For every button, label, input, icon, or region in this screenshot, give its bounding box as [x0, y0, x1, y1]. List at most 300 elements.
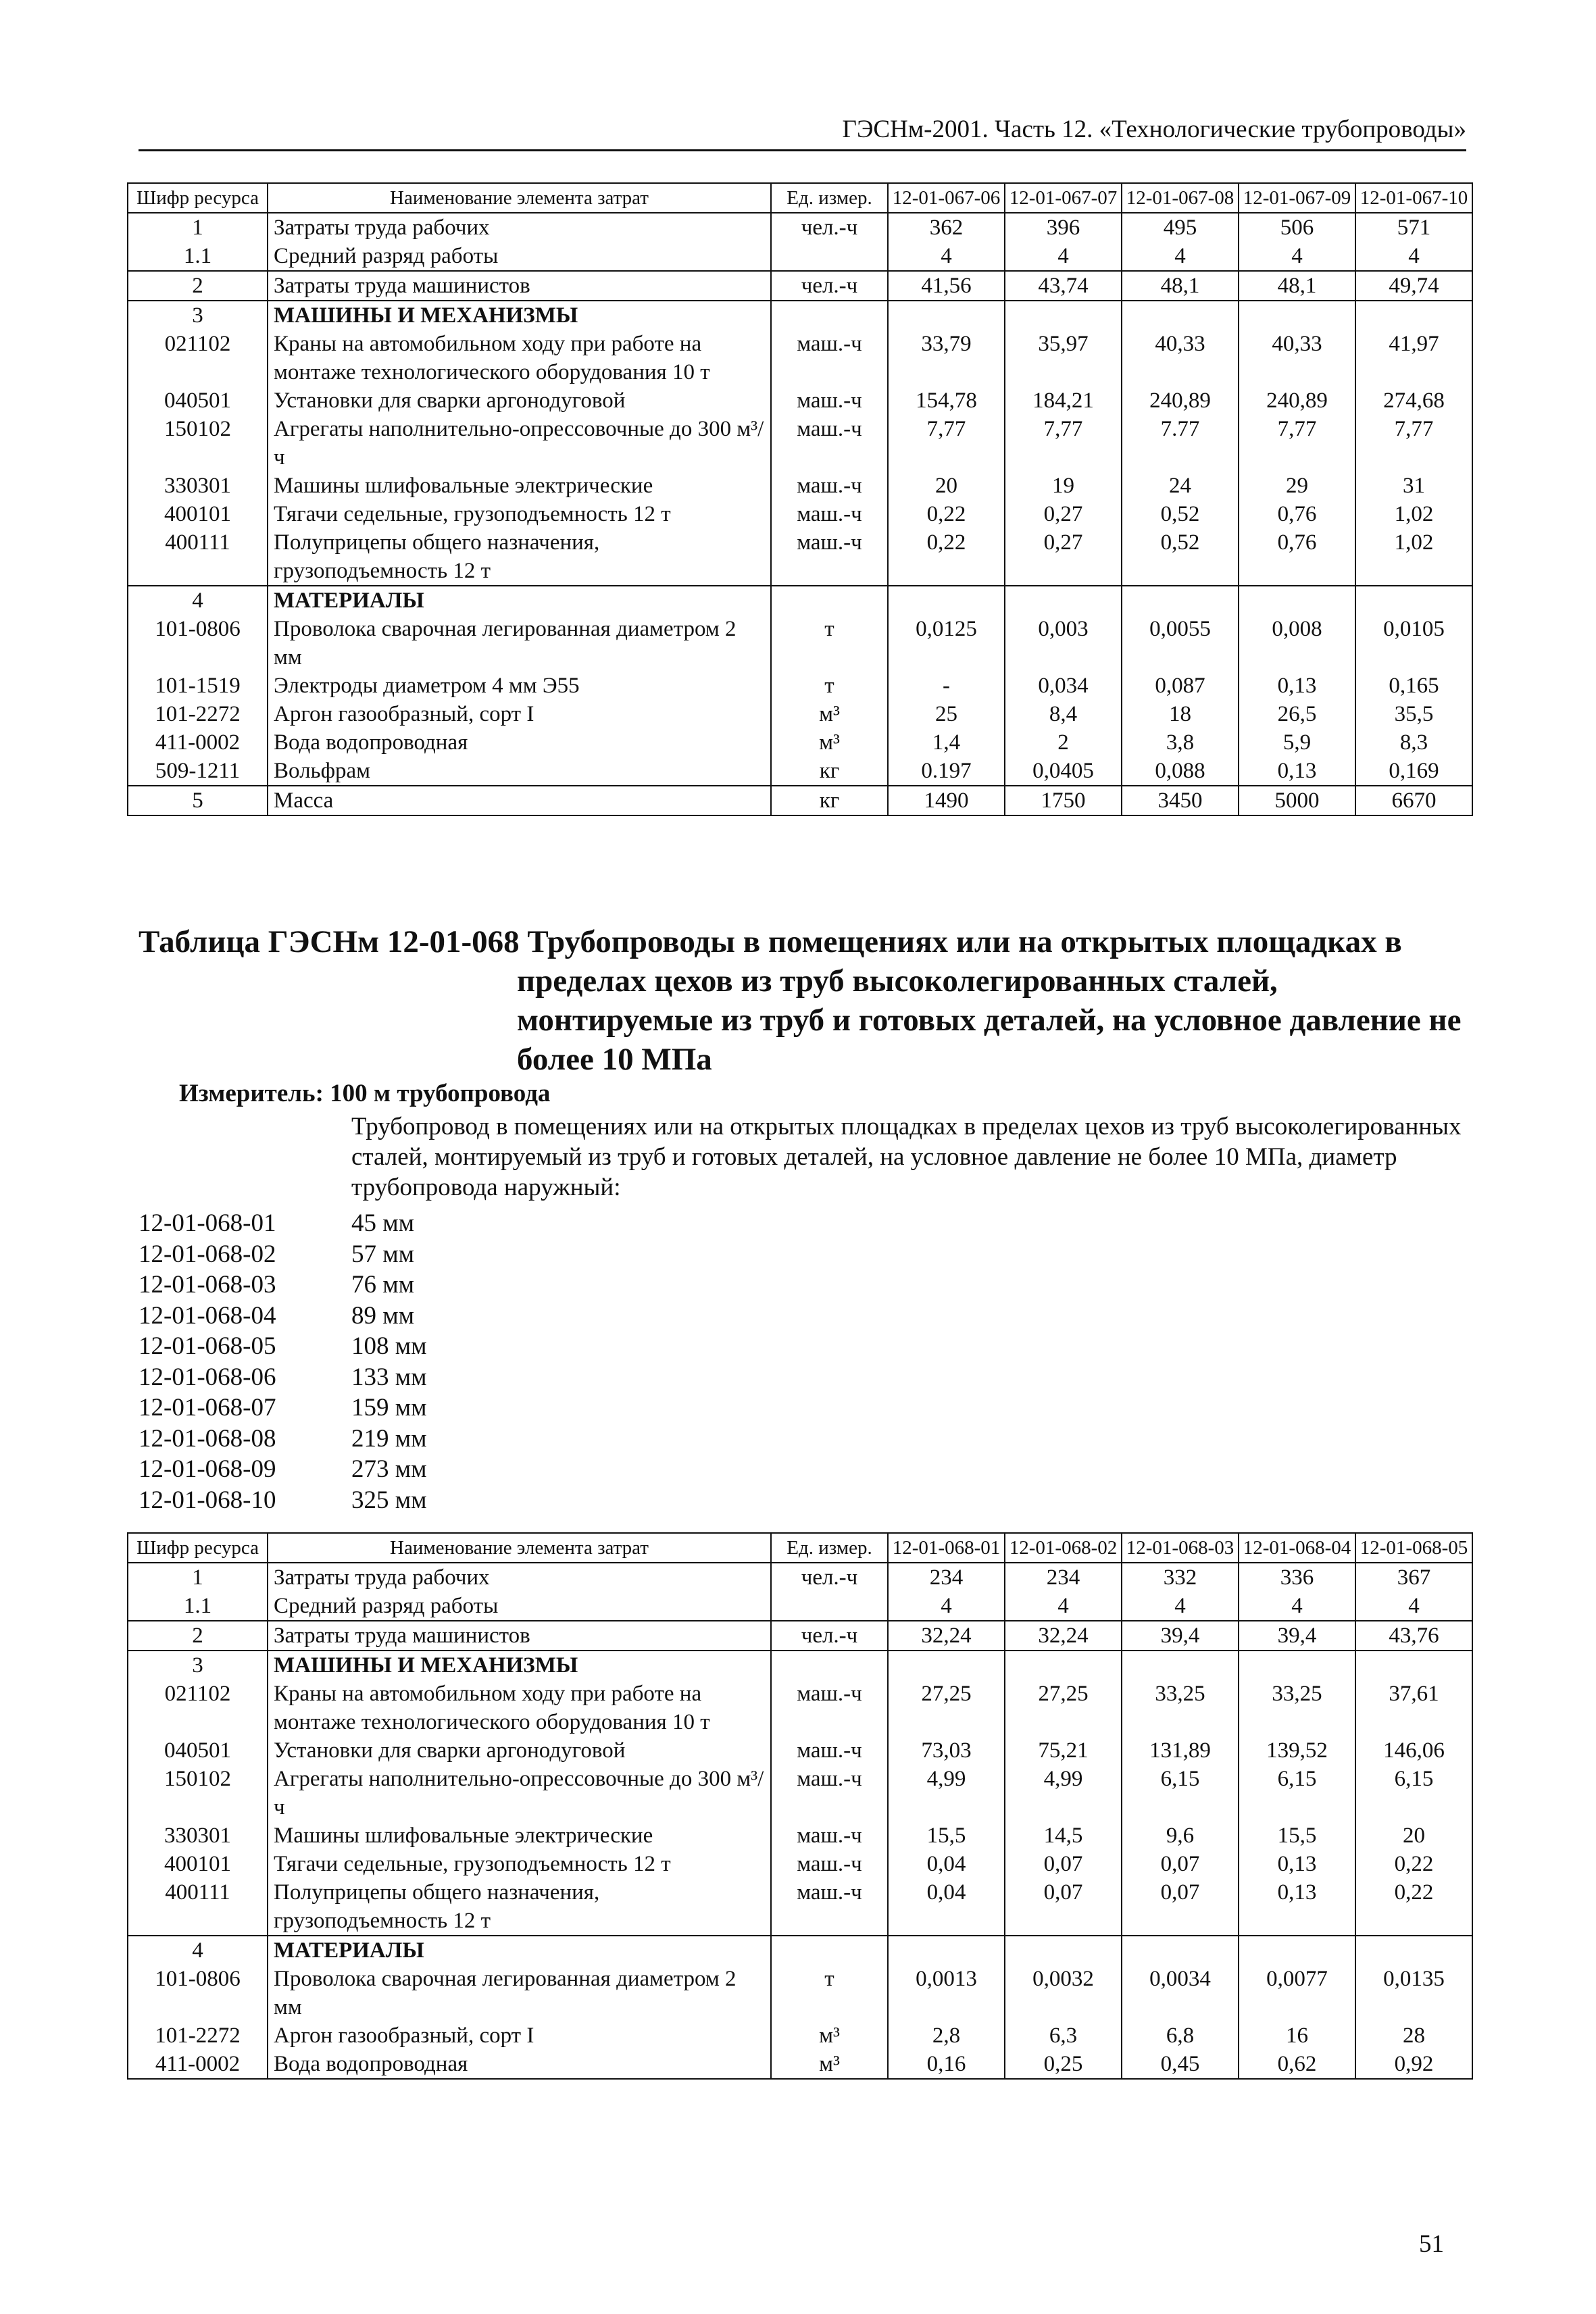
code-list — [139, 1208, 427, 1515]
column-header: 12-01-067-06 — [888, 183, 1005, 213]
norm-value: 6670 — [1355, 786, 1472, 815]
cost-element-name: Аргон газообразный, сорт I — [268, 2021, 771, 2050]
cost-element-name: Вольфрам — [268, 757, 771, 786]
norm-value: 35,97 — [1005, 330, 1122, 386]
cost-element-name: Вода водопроводная — [268, 2050, 771, 2079]
norm-value: 40,33 — [1239, 330, 1355, 386]
pipe-diameter: 89 мм — [351, 1301, 415, 1330]
norm-value: 0,034 — [1005, 672, 1122, 700]
norm-value: 4,99 — [1005, 1765, 1122, 1821]
resource-code: 1 — [128, 1563, 268, 1592]
column-header: 12-01-067-08 — [1122, 183, 1239, 213]
resource-code: 101-0806 — [128, 1965, 268, 2021]
unit-of-measure: маш.-ч — [771, 330, 888, 386]
cost-element-name: Средний разряд работы — [268, 242, 771, 271]
norm-value: 0,088 — [1122, 757, 1239, 786]
norm-value — [1355, 1936, 1472, 1965]
resource-code: 101-2272 — [128, 700, 268, 728]
norm-value: 32,24 — [888, 1621, 1005, 1651]
norm-value: 0,25 — [1005, 2050, 1122, 2079]
norm-value: 4 — [1239, 1592, 1355, 1621]
code-list-item — [139, 1485, 427, 1516]
norm-value — [1005, 586, 1122, 615]
resource-code: 1.1 — [128, 242, 268, 271]
norm-value: 41,56 — [888, 271, 1005, 301]
unit-of-measure — [771, 586, 888, 615]
resource-code: 2 — [128, 271, 268, 301]
unit-of-measure: маш.-ч — [771, 415, 888, 472]
norm-value — [1005, 301, 1122, 330]
norm-value — [1005, 1651, 1122, 1680]
unit-of-measure: маш.-ч — [771, 1878, 888, 1936]
resource-code: 400111 — [128, 1878, 268, 1936]
pipe-diameter: 133 мм — [351, 1363, 427, 1391]
norm-value: 0,0034 — [1122, 1965, 1239, 2021]
norm-value: 29 — [1239, 472, 1355, 500]
pipe-diameter: 219 мм — [351, 1424, 427, 1453]
norm-value: 0,0135 — [1355, 1965, 1472, 2021]
norm-value: 14,5 — [1005, 1821, 1122, 1850]
norm-value: 0,92 — [1355, 2050, 1472, 2079]
cost-table-068 — [127, 1532, 1473, 2080]
norm-value: 26,5 — [1239, 700, 1355, 728]
table-row — [128, 672, 1472, 700]
table-row — [128, 242, 1472, 271]
resource-code: 040501 — [128, 386, 268, 415]
unit-of-measure: кг — [771, 786, 888, 815]
norm-value: 0,0105 — [1355, 615, 1472, 672]
cost-element-name: Затраты труда машинистов — [268, 1621, 771, 1651]
table-row — [128, 586, 1472, 615]
norm-value: 20 — [888, 472, 1005, 500]
norm-value: 0,07 — [1005, 1878, 1122, 1936]
norm-value: 5000 — [1239, 786, 1355, 815]
norm-value: 7.77 — [1122, 415, 1239, 472]
norm-value — [888, 1936, 1005, 1965]
norm-value: 4 — [888, 1592, 1005, 1621]
norm-value — [1355, 301, 1472, 330]
norm-value: 0,0032 — [1005, 1965, 1122, 2021]
norm-value: 9,6 — [1122, 1821, 1239, 1850]
norm-code: 12-01-068-06 — [139, 1363, 276, 1391]
norm-value: 39,4 — [1122, 1621, 1239, 1651]
unit-of-measure: чел.-ч — [771, 1621, 888, 1651]
norm-code: 12-01-068-07 — [139, 1394, 276, 1422]
norm-value — [888, 301, 1005, 330]
cost-element-name: Тягачи седельные, грузоподъемность 12 т — [268, 500, 771, 528]
norm-value: 139,52 — [1239, 1736, 1355, 1765]
norm-value: 15,5 — [888, 1821, 1005, 1850]
norm-value: 332 — [1122, 1563, 1239, 1592]
norm-value: 4 — [888, 242, 1005, 271]
norm-value: 0,76 — [1239, 500, 1355, 528]
norm-value: 240,89 — [1122, 386, 1239, 415]
norm-value: 0,27 — [1005, 500, 1122, 528]
norm-code: 12-01-068-03 — [139, 1271, 276, 1299]
norm-value: 15,5 — [1239, 1821, 1355, 1850]
norm-value: 396 — [1005, 213, 1122, 242]
norm-value — [1355, 1651, 1472, 1680]
norm-value: 73,03 — [888, 1736, 1005, 1765]
table-row — [128, 1765, 1472, 1821]
norm-value: 240,89 — [1239, 386, 1355, 415]
norm-value: 6,8 — [1122, 2021, 1239, 2050]
table-title-rest: пределах цехов из труб высоколегированных сталей, монтируемые из труб и готовых деталей, на условное давление не более 10 МПа — [517, 963, 1462, 1077]
pipe-diameter: 325 мм — [351, 1486, 427, 1514]
norm-value: 0,07 — [1122, 1850, 1239, 1878]
norm-value: 1,02 — [1355, 528, 1472, 586]
unit-of-measure: маш.-ч — [771, 1736, 888, 1765]
norm-value: 33,79 — [888, 330, 1005, 386]
norm-value: 4 — [1355, 1592, 1472, 1621]
norm-value: 0,16 — [888, 2050, 1005, 2079]
cost-element-name: Масса — [268, 786, 771, 815]
norm-value: 41,97 — [1355, 330, 1472, 386]
unit-of-measure: маш.-ч — [771, 528, 888, 586]
norm-value: 75,21 — [1005, 1736, 1122, 1765]
norm-value: 16 — [1239, 2021, 1355, 2050]
unit-of-measure: м³ — [771, 2021, 888, 2050]
table-row — [128, 700, 1472, 728]
unit-of-measure: маш.-ч — [771, 386, 888, 415]
resource-code: 330301 — [128, 1821, 268, 1850]
norm-value: 4 — [1122, 1592, 1239, 1621]
table-row — [128, 1850, 1472, 1878]
norm-value: 3450 — [1122, 786, 1239, 815]
norm-value: 6,15 — [1239, 1765, 1355, 1821]
cost-element-name: Затраты труда машинистов — [268, 271, 771, 301]
code-list-item — [139, 1454, 427, 1485]
table-row — [128, 1563, 1472, 1592]
norm-value: 0,22 — [1355, 1878, 1472, 1936]
resource-code: 101-1519 — [128, 672, 268, 700]
norm-value: 0,0013 — [888, 1965, 1005, 2021]
table-header-row — [128, 183, 1472, 213]
resource-code: 5 — [128, 786, 268, 815]
norm-code: 12-01-068-09 — [139, 1455, 276, 1483]
norm-value: 0,07 — [1122, 1878, 1239, 1936]
pipe-diameter: 45 мм — [351, 1209, 415, 1237]
code-list-item — [139, 1424, 427, 1455]
cost-element-name: Машины шлифовальные электрические — [268, 472, 771, 500]
unit-of-measure: маш.-ч — [771, 1765, 888, 1821]
resource-code: 040501 — [128, 1736, 268, 1765]
code-list-item — [139, 1331, 427, 1362]
table-row — [128, 1592, 1472, 1621]
norm-code: 12-01-068-10 — [139, 1486, 276, 1514]
pipe-diameter: 159 мм — [351, 1394, 427, 1422]
table-row — [128, 2050, 1472, 2079]
table-row — [128, 728, 1472, 757]
norm-value: 27,25 — [888, 1680, 1005, 1736]
column-header: 12-01-068-01 — [888, 1533, 1005, 1563]
table-row — [128, 757, 1472, 786]
norm-code: 12-01-068-05 — [139, 1332, 276, 1360]
table-title-line1: Таблица ГЭСНм 12-01-068 Трубопроводы в помещениях или на открытых площадках в — [139, 924, 1402, 959]
table-row — [128, 386, 1472, 415]
resource-code: 3 — [128, 301, 268, 330]
norm-value: 367 — [1355, 1563, 1472, 1592]
unit-of-measure: т — [771, 1965, 888, 2021]
cost-element-name: Краны на автомобильном ходу при работе на монтаже технологического оборудования 10 т — [268, 1680, 771, 1736]
cost-element-name: Проволока сварочная легированная диаметром 2 мм — [268, 1965, 771, 2021]
norm-value: 6,15 — [1355, 1765, 1472, 1821]
norm-value: 33,25 — [1122, 1680, 1239, 1736]
norm-value: 0,45 — [1122, 2050, 1239, 2079]
pipe-diameter: 108 мм — [351, 1332, 427, 1360]
norm-code: 12-01-068-04 — [139, 1301, 276, 1330]
cost-element-name: Вода водопроводная — [268, 728, 771, 757]
norm-value: 27,25 — [1005, 1680, 1122, 1736]
norm-value — [1239, 1936, 1355, 1965]
norm-value: 7,77 — [1239, 415, 1355, 472]
cost-element-name: Агрегаты наполнительно-опрессовочные до 300 м³/ч — [268, 415, 771, 472]
unit-of-measure: маш.-ч — [771, 500, 888, 528]
norm-value: 0,165 — [1355, 672, 1472, 700]
column-header: 12-01-067-10 — [1355, 183, 1472, 213]
norm-value — [1239, 301, 1355, 330]
norm-value: 0,27 — [1005, 528, 1122, 586]
norm-value: 7,77 — [1355, 415, 1472, 472]
table-row — [128, 615, 1472, 672]
cost-element-name: МАТЕРИАЛЫ — [268, 1936, 771, 1965]
norm-value: 274,68 — [1355, 386, 1472, 415]
unit-of-measure: чел.-ч — [771, 1563, 888, 1592]
resource-code: 400101 — [128, 1850, 268, 1878]
table-row — [128, 330, 1472, 386]
norm-value: 0,22 — [888, 528, 1005, 586]
norm-value: 1750 — [1005, 786, 1122, 815]
cost-element-name: Установки для сварки аргонодуговой — [268, 386, 771, 415]
norm-value — [1122, 586, 1239, 615]
norm-value: 43,76 — [1355, 1621, 1472, 1651]
norm-value: 571 — [1355, 213, 1472, 242]
measure-unit: Измеритель: 100 м трубопровода — [179, 1080, 551, 1107]
norm-value: 234 — [888, 1563, 1005, 1592]
norm-value: 28 — [1355, 2021, 1472, 2050]
norm-value: 0,169 — [1355, 757, 1472, 786]
resource-code: 2 — [128, 1621, 268, 1651]
norm-value: 5,9 — [1239, 728, 1355, 757]
norm-value: 336 — [1239, 1563, 1355, 1592]
column-header: 12-01-068-05 — [1355, 1533, 1472, 1563]
code-list-item — [139, 1239, 427, 1270]
norm-value: 146,06 — [1355, 1736, 1472, 1765]
norm-value: 4,99 — [888, 1765, 1005, 1821]
cost-element-name: Краны на автомобильном ходу при работе на монтаже технологического оборудования 10 т — [268, 330, 771, 386]
norm-value: - — [888, 672, 1005, 700]
unit-of-measure: маш.-ч — [771, 1850, 888, 1878]
resource-code: 101-0806 — [128, 615, 268, 672]
norm-value — [1239, 586, 1355, 615]
resource-code: 3 — [128, 1651, 268, 1680]
norm-value: 506 — [1239, 213, 1355, 242]
table-row — [128, 1878, 1472, 1936]
table-row — [128, 1736, 1472, 1765]
norm-value: 37,61 — [1355, 1680, 1472, 1736]
table-row — [128, 1936, 1472, 1965]
cost-element-name: Проволока сварочная легированная диаметром 2 мм — [268, 615, 771, 672]
unit-of-measure: маш.-ч — [771, 1680, 888, 1736]
norm-value: 154,78 — [888, 386, 1005, 415]
resource-code: 4 — [128, 586, 268, 615]
table-row — [128, 472, 1472, 500]
table-title — [139, 922, 1470, 1079]
unit-of-measure: кг — [771, 757, 888, 786]
norm-value: 20 — [1355, 1821, 1472, 1850]
norm-value: 362 — [888, 213, 1005, 242]
norm-value — [1005, 1936, 1122, 1965]
norm-value: 0,76 — [1239, 528, 1355, 586]
norm-value: 24 — [1122, 472, 1239, 500]
norm-code: 12-01-068-08 — [139, 1424, 276, 1453]
norm-value: 234 — [1005, 1563, 1122, 1592]
resource-code: 150102 — [128, 415, 268, 472]
norm-value: 4 — [1005, 1592, 1122, 1621]
resource-code: 411-0002 — [128, 2050, 268, 2079]
running-header: ГЭСНм-2001. Часть 12. «Технологические трубопроводы» — [139, 115, 1466, 151]
cost-element-name: МАТЕРИАЛЫ — [268, 586, 771, 615]
norm-value: 8,3 — [1355, 728, 1472, 757]
norm-value: 31 — [1355, 472, 1472, 500]
code-list-item — [139, 1301, 427, 1332]
unit-of-measure: маш.-ч — [771, 1821, 888, 1850]
unit-of-measure — [771, 1936, 888, 1965]
resource-code: 150102 — [128, 1765, 268, 1821]
table-row — [128, 528, 1472, 586]
pipe-diameter: 76 мм — [351, 1271, 415, 1299]
norm-value — [1355, 586, 1472, 615]
norm-value: 0,087 — [1122, 672, 1239, 700]
description: Трубопровод в помещениях или на открытых площадках в пределах цехов из труб высоколегированных сталей, монтируемый из труб и готовых деталей, на условное давление не более 10 МПа, диаметр трубопровода наружный: — [351, 1113, 1462, 1201]
column-header: 12-01-068-02 — [1005, 1533, 1122, 1563]
column-header: 12-01-068-03 — [1122, 1533, 1239, 1563]
pipe-diameter: 57 мм — [351, 1240, 415, 1268]
resource-code: 400111 — [128, 528, 268, 586]
unit-of-measure: т — [771, 615, 888, 672]
norm-value: 0,52 — [1122, 500, 1239, 528]
cost-element-name: МАШИНЫ И МЕХАНИЗМЫ — [268, 301, 771, 330]
column-header: Наименование элемента затрат — [268, 1533, 771, 1563]
norm-value: 0,52 — [1122, 528, 1239, 586]
norm-value: 0,04 — [888, 1850, 1005, 1878]
table-header-row — [128, 1533, 1472, 1563]
norm-value: 35,5 — [1355, 700, 1472, 728]
norm-value: 131,89 — [1122, 1736, 1239, 1765]
norm-value: 6,3 — [1005, 2021, 1122, 2050]
norm-value: 18 — [1122, 700, 1239, 728]
norm-value: 33,25 — [1239, 1680, 1355, 1736]
cost-element-name: Машины шлифовальные электрические — [268, 1821, 771, 1850]
norm-value — [1122, 301, 1239, 330]
norm-value: 0,07 — [1005, 1850, 1122, 1878]
resource-code: 411-0002 — [128, 728, 268, 757]
unit-of-measure: м³ — [771, 2050, 888, 2079]
table-row — [128, 2021, 1472, 2050]
unit-of-measure — [771, 1592, 888, 1621]
norm-value: 25 — [888, 700, 1005, 728]
resource-code: 1.1 — [128, 1592, 268, 1621]
table-row — [128, 1621, 1472, 1651]
norm-value: 1,4 — [888, 728, 1005, 757]
norm-value: 0,13 — [1239, 672, 1355, 700]
unit-of-measure — [771, 242, 888, 271]
norm-value: 3,8 — [1122, 728, 1239, 757]
cost-element-name: МАШИНЫ И МЕХАНИЗМЫ — [268, 1651, 771, 1680]
norm-value: 0,008 — [1239, 615, 1355, 672]
unit-of-measure: т — [771, 672, 888, 700]
resource-code: 021102 — [128, 330, 268, 386]
column-header: 12-01-067-07 — [1005, 183, 1122, 213]
norm-value: 19 — [1005, 472, 1122, 500]
norm-value: 0,04 — [888, 1878, 1005, 1936]
cost-element-name: Агрегаты наполнительно-опрессовочные до 300 м³/ч — [268, 1765, 771, 1821]
norm-value — [888, 586, 1005, 615]
cost-element-name: Электроды диаметром 4 мм Э55 — [268, 672, 771, 700]
cost-element-name: Средний разряд работы — [268, 1592, 771, 1621]
norm-value — [888, 1651, 1005, 1680]
resource-code: 330301 — [128, 472, 268, 500]
unit-of-measure: м³ — [771, 700, 888, 728]
norm-value — [1122, 1936, 1239, 1965]
table-row — [128, 301, 1472, 330]
column-header: 12-01-067-09 — [1239, 183, 1355, 213]
norm-value: 0,13 — [1239, 757, 1355, 786]
norm-value: 32,24 — [1005, 1621, 1122, 1651]
norm-value: 0,13 — [1239, 1878, 1355, 1936]
norm-value — [1239, 1651, 1355, 1680]
norm-value: 4 — [1355, 242, 1472, 271]
table-row — [128, 1651, 1472, 1680]
norm-value: 48,1 — [1239, 271, 1355, 301]
cost-element-name: Затраты труда рабочих — [268, 1563, 771, 1592]
column-header: 12-01-068-04 — [1239, 1533, 1355, 1563]
norm-value: 0,13 — [1239, 1850, 1355, 1878]
unit-of-measure — [771, 1651, 888, 1680]
unit-of-measure: чел.-ч — [771, 213, 888, 242]
norm-value: 7,77 — [1005, 415, 1122, 472]
norm-value: 4 — [1005, 242, 1122, 271]
table-row — [128, 213, 1472, 242]
table-row — [128, 1821, 1472, 1850]
cost-element-name: Аргон газообразный, сорт I — [268, 700, 771, 728]
norm-value: 0,0077 — [1239, 1965, 1355, 2021]
norm-value: 2 — [1005, 728, 1122, 757]
norm-value: 0,0405 — [1005, 757, 1122, 786]
norm-value: 0.197 — [888, 757, 1005, 786]
resource-code: 101-2272 — [128, 2021, 268, 2050]
column-header: Шифр ресурса — [128, 1533, 268, 1563]
norm-value: 4 — [1239, 242, 1355, 271]
column-header: Ед. измер. — [771, 183, 888, 213]
norm-code: 12-01-068-02 — [139, 1240, 276, 1268]
norm-value: 1,02 — [1355, 500, 1472, 528]
norm-value: 40,33 — [1122, 330, 1239, 386]
table-row — [128, 1965, 1472, 2021]
table-row — [128, 271, 1472, 301]
pipe-diameter: 273 мм — [351, 1455, 427, 1483]
norm-value: 495 — [1122, 213, 1239, 242]
table-row — [128, 500, 1472, 528]
norm-value: 0,62 — [1239, 2050, 1355, 2079]
norm-value: 184,21 — [1005, 386, 1122, 415]
norm-value: 0,0055 — [1122, 615, 1239, 672]
norm-value: 0,22 — [888, 500, 1005, 528]
resource-code: 400101 — [128, 500, 268, 528]
code-list-item — [139, 1362, 427, 1393]
column-header: Шифр ресурса — [128, 183, 268, 213]
resource-code: 4 — [128, 1936, 268, 1965]
